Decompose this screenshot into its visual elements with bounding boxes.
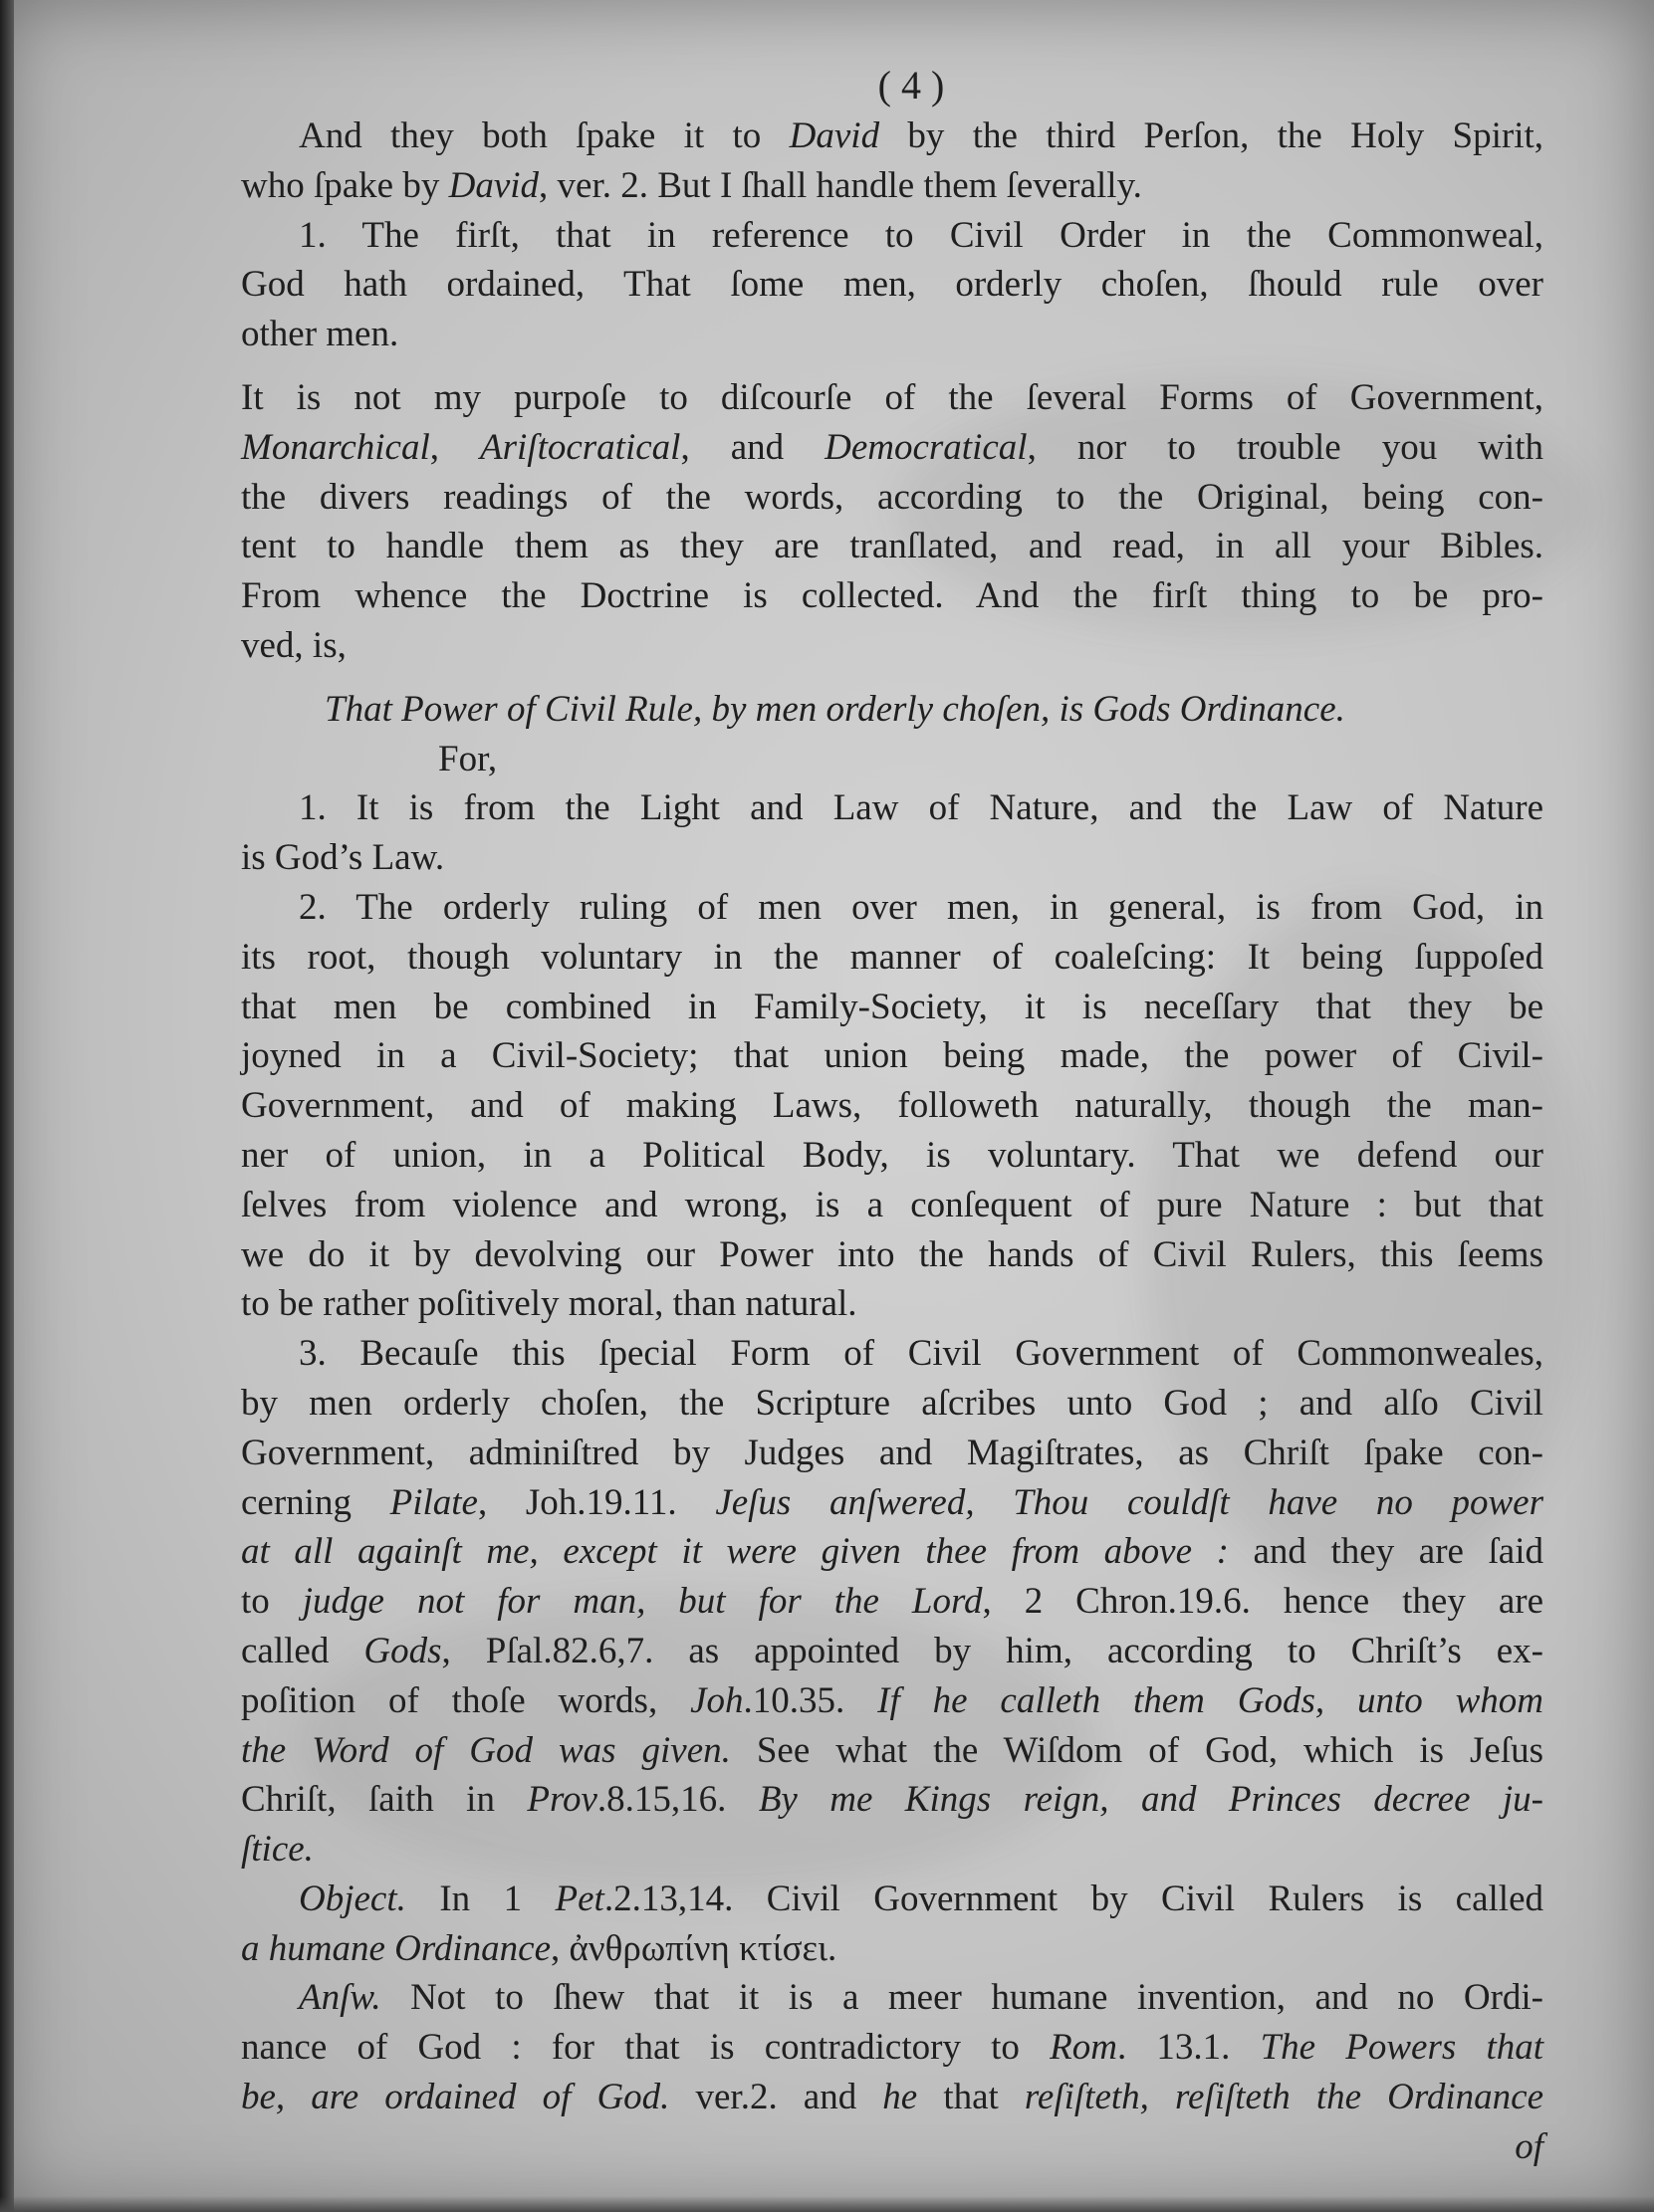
text-line: That Power of Civil Rule, by men orderly choſen, is Gods Ordinance.: [325, 688, 1345, 730]
text-line: 1. It is from the Light and Law of Nature, and the Law of Nature: [299, 787, 1543, 829]
page-number: ( 4 ): [877, 63, 945, 108]
text-line: tent to handle them as they are tranſlated, and read, in all your Bibles.: [241, 526, 1543, 567]
text-line: at all againſt me, except it were given thee from above : and they are ſaid: [241, 1531, 1543, 1573]
page-bottom-shadow: [0, 2196, 1654, 2212]
paragraph-gap: [239, 671, 1543, 685]
text-line: 2. The orderly ruling of men over men, in general, is from God, in: [299, 886, 1543, 928]
text-line: It is not my purpoſe to diſcourſe of the ſeveral Forms of Government,: [241, 376, 1543, 418]
text-line: to be rather poſitively moral, than natural.: [241, 1283, 857, 1325]
text-line: is God’s Law.: [241, 837, 445, 879]
text-line: Government, adminiſtred by Judges and Magiſtrates, as Chriſt ſpake con-: [241, 1432, 1543, 1473]
text-line: other men.: [241, 314, 399, 355]
text-line: 1. The firſt, that in reference to Civil Order in the Commonweal,: [299, 214, 1543, 256]
text-line: be, are ordained of God. ver.2. and he that reſiſteth, reſiſteth the Ordinance: [241, 2077, 1543, 2118]
text-lines: [239, 111, 1543, 2122]
text-line: ner of union, in a Political Body, is voluntary. That we defend our: [241, 1134, 1543, 1176]
text-line: that men be combined in Family-Society, it is neceſſary that they be: [241, 986, 1543, 1027]
text-body: [239, 62, 1543, 2172]
text-line: called Gods, Pſal.82.6,7. as appointed by him, according to Chriſt’s ex-: [241, 1630, 1543, 1671]
text-line: ſtice.: [241, 1829, 314, 1871]
text-line: For,: [438, 738, 498, 779]
text-line: Government, and of making Laws, followeth naturally, though the man-: [241, 1085, 1543, 1127]
text-line: nance of God : for that is contradictory to Rom. 13.1. The Powers that: [241, 2027, 1543, 2069]
text-line: cerning Pilate, Joh.19.11. Jeſus anſwered, Thou couldſt have no power: [241, 1481, 1543, 1523]
text-line: Anſw. Not to ſhew that it is a meer humane invention, and no Ordi-: [299, 1977, 1543, 2019]
text-line: And they both ſpake it to David by the third Perſon, the Holy Spirit,: [299, 115, 1543, 156]
page-edge-shadow: [0, 0, 14, 2212]
text-line: the divers readings of the words, according to the Original, being con-: [241, 476, 1543, 518]
text-line: by men orderly choſen, the Scripture aſcribes unto God ; and alſo Civil: [241, 1382, 1543, 1424]
text-line: a humane Ordinance, ἀνθρωπίνη κτίσει.: [241, 1927, 837, 1969]
text-line: to judge not for man, but for the Lord, 2 Chron.19.6. hence they are: [241, 1581, 1543, 1623]
text-line: who ſpake by David, ver. 2. But I ſhall handle them ſeverally.: [241, 164, 1142, 206]
paragraph-gap: [239, 359, 1543, 373]
text-line: joyned in a Civil-Society; that union being made, the power of Civil-: [241, 1035, 1543, 1077]
text-line: God hath ordained, That ſome men, orderly choſen, ſhould rule over: [241, 264, 1543, 306]
text-line: the Word of God was given. See what the Wiſdom of God, which is Jeſus: [241, 1729, 1543, 1771]
text-line: ſelves from violence and wrong, is a conſequent of pure Nature : but that: [241, 1184, 1543, 1225]
text-line: 3. Becauſe this ſpecial Form of Civil Government of Commonweales,: [299, 1333, 1543, 1375]
text-line: ved, is,: [241, 624, 347, 666]
catchword: of: [1515, 2125, 1543, 2167]
text-line: its root, though voluntary in the manner of coaleſcing: It being ſuppoſed: [241, 936, 1543, 978]
text-line: From whence the Doctrine is collected. And the firſt thing to be pro-: [241, 575, 1543, 617]
text-line: Chriſt, ſaith in Prov.8.15,16. By me Kings reign, and Princes decree ju-: [241, 1779, 1544, 1821]
text-line: Monarchical, Ariſtocratical, and Democratical, nor to trouble you with: [241, 426, 1543, 468]
text-line: we do it by devolving our Power into the hands of Civil Rulers, this ſeems: [241, 1233, 1543, 1275]
text-line: Object. In 1 Pet.2.13,14. Civil Government by Civil Rulers is called: [299, 1878, 1543, 1919]
text-line: poſition of thoſe words, Joh.10.35. If he calleth them Gods, unto whom: [241, 1679, 1544, 1721]
